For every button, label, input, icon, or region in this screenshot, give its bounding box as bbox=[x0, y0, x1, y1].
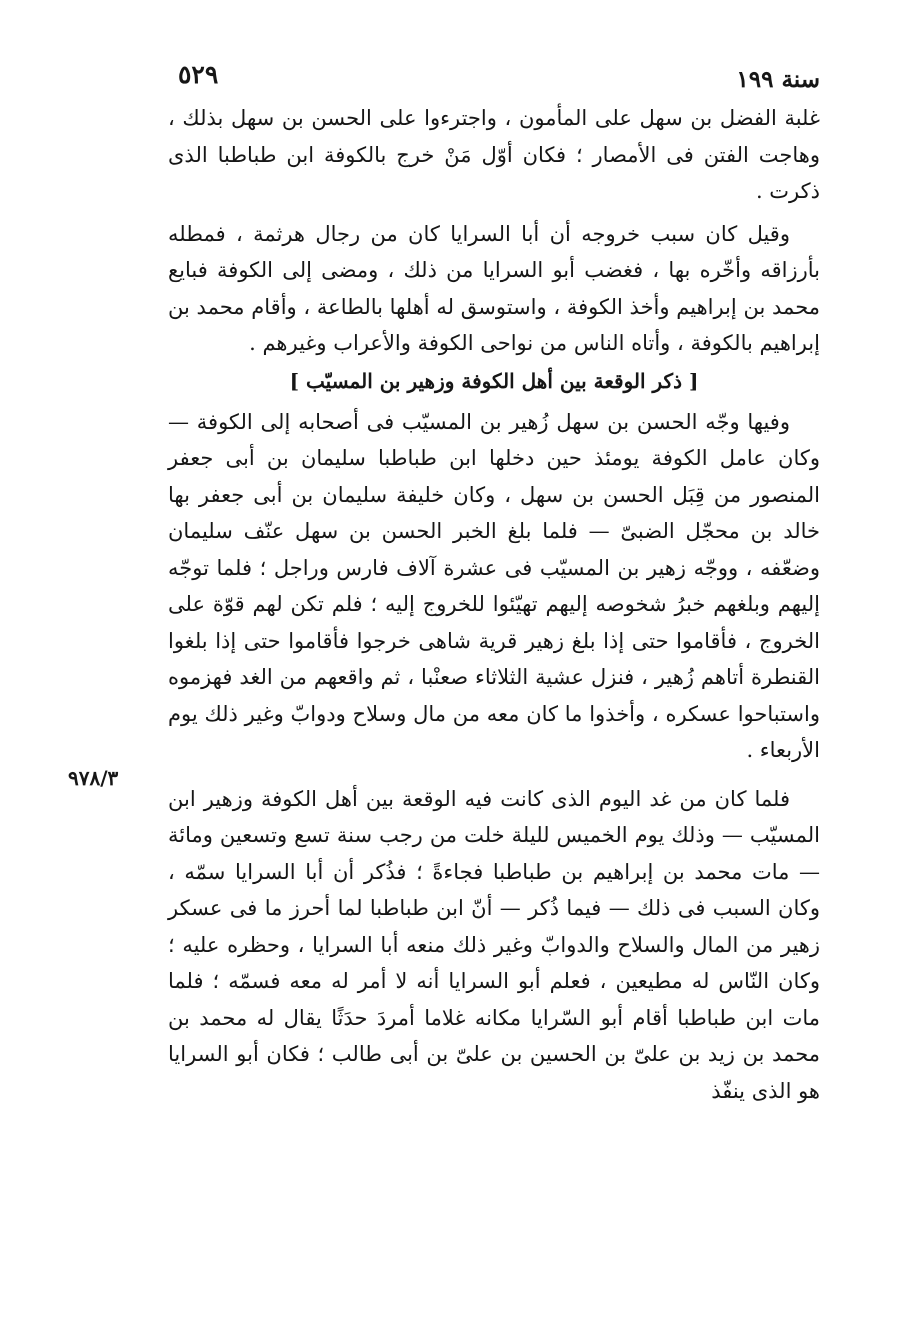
page-number: ٥٢٩ bbox=[178, 60, 219, 89]
body-text bbox=[168, 100, 820, 1109]
running-head-year: سنة ١٩٩ bbox=[736, 66, 820, 93]
paragraph-4: فلما كان من غد اليوم الذى كانت فيه الوقعة بين أهل الكوفة وزهير ابن المسيّب — وذلك يوم الخميس لليلة خلت من رجب سنة تسع وتسعين ومائة — مات محمد بن إبراهيم بن طباطبا فجاءةً ؛ فذُكر أن أبا السرايا سمّه ، وكان السبب فى ذلك — فيما ذُكر — أنّ ابن طباطبا لما أحرز ما فى عسكر زهير من المال والسلاح والدوابّ وغير ذلك منعه أبا السرايا ، وحظره عليه ؛ وكان النّاس له مطيعين ، فعلم أبو السرايا أنه لا أمر له معه فسمّه ؛ فلما مات ابن طباطبا أقام أبو السّرايا مكانه غلاما أمردَ حدَثًا يقال له محمد بن محمد بن زيد بن علىّ بن الحسين بن علىّ بن أبى طالب ؛ فكان أبو السرايا هو الذى ينفّذ bbox=[168, 786, 821, 1103]
section-heading: [ ذكر الوقعة بين أهل الكوفة وزهير بن المسيّب ] bbox=[289, 368, 699, 393]
paragraph-3: وفيها وجّه الحسن بن سهل زُهير بن المسيّب فى أصحابه إلى الكوفة — وكان عامل الكوفة يومئذ حين دخلها ابن طباطبا سليمان بن أبى جعفر المنصور من قِبَل الحسن بن سهل ، وكان خليفة سليمان بن أبى جعفر بها خالد بن محجّل الضبىّ — فلما بلغ الخبر الحسن بن سهل عنّف سليمان وضعّفه ، ووجّه زهير بن المسيّب فى عشرة آلاف فارس وراجل ؛ فلما توجّه إليهم وبلغهم خبرُ شخوصه إليهم تهيّئوا للخروج إليه ؛ فلم تكن لهم قوّة على الخروج ، فأقاموا حتى إذا بلغ زهير قرية شاهى خرجوا فأقاموا حتى إذا بلغوا القنطرة أتاهم زُهير ، فنزل عشية الثلاثاء صعنْبا ، ثم واقعهم من الغد فهزموه واستباحوا عسكره ، وأخذوا ما كان معه من مال وسلاح ودوابّ وغير ذلك يوم الأربعاء . bbox=[168, 409, 820, 762]
margin-reference: ٩٧٨/٣ bbox=[68, 766, 119, 790]
paragraph-1: غلبة الفضل بن سهل على المأمون ، واجترءوا على الحسن بن سهل بذلك ، وهاجت الفتن فى الأمصار ؛ فكان أوّل مَنْ خرج بالكوفة ابن طباطبا الذى ذكرت . bbox=[168, 106, 820, 203]
page-header bbox=[170, 60, 820, 100]
paragraph-2: وقيل كان سبب خروجه أن أبا السرايا كان من رجال هرثمة ، فمطله بأرزاقه وأخّره بها ، فغضب أبو السرايا من ذلك ، ومضى إلى الكوفة فبايع محمد بن إبراهيم وأخذ الكوفة ، واستوسق له أهلها بالطاعة ، وأقام محمد بن إبراهيم بالكوفة ، وأتاه الناس من نواحى الكوفة والأعراب وغيرهم . bbox=[168, 221, 820, 355]
